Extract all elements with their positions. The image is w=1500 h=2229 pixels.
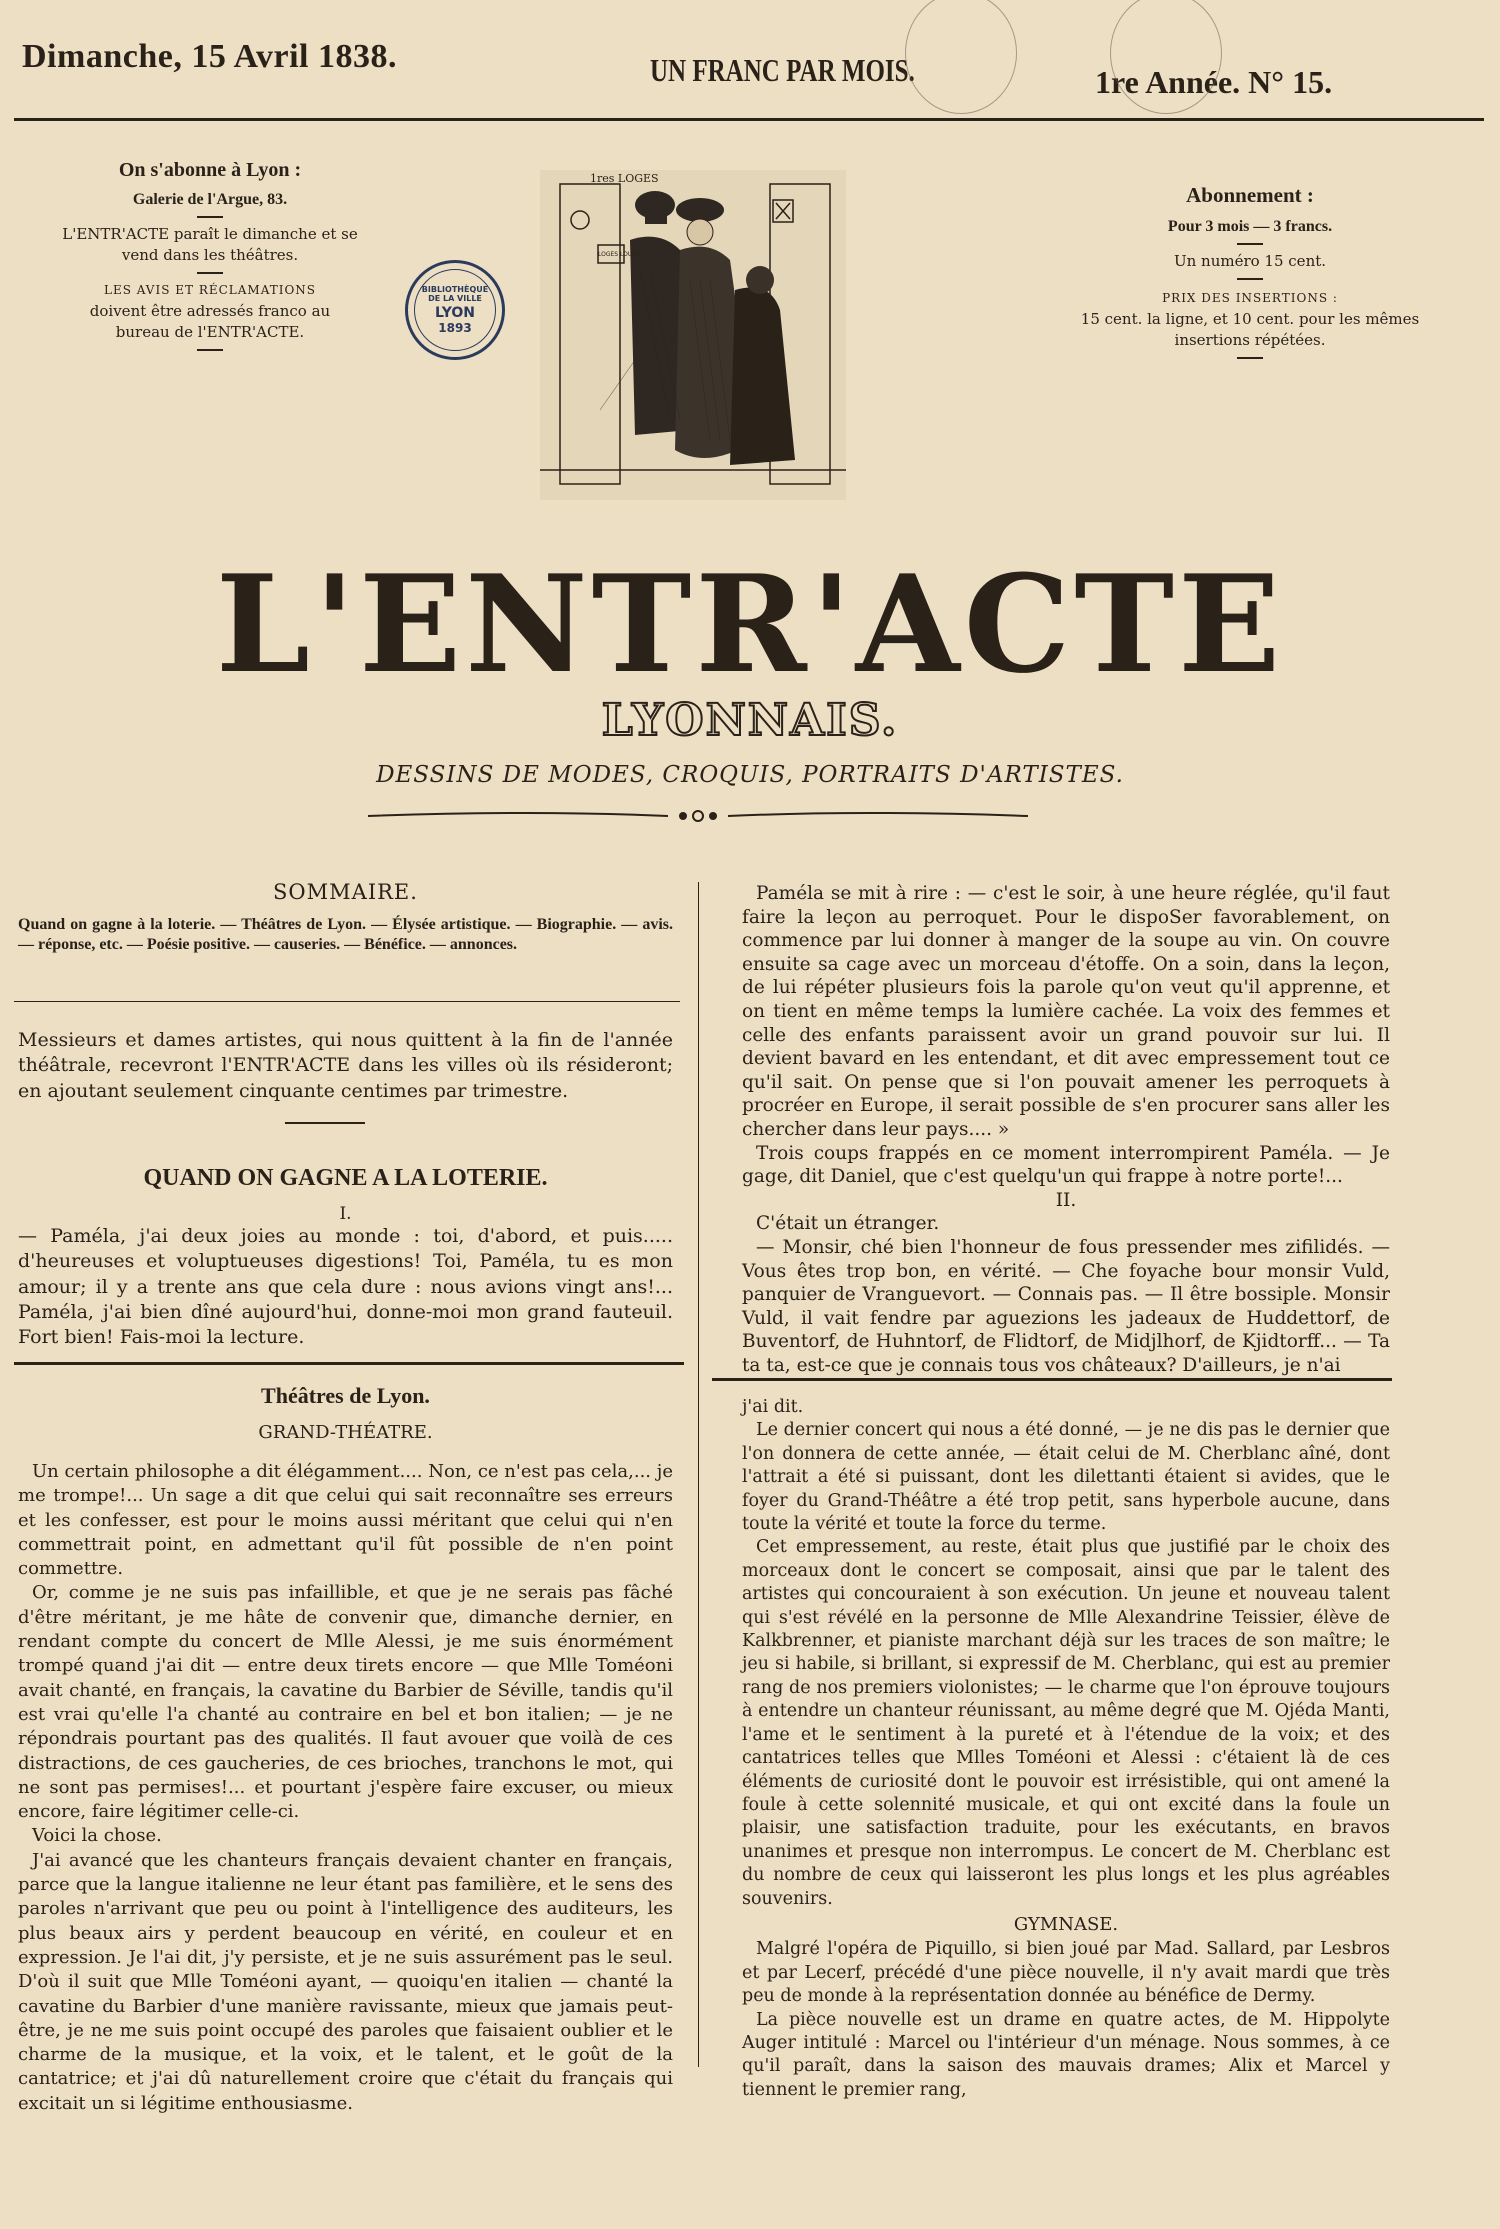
left-info-block	[40, 160, 380, 357]
loterie-section: I.	[339, 1204, 352, 1224]
issue-number: 1re Année. N° 15.	[1095, 64, 1333, 100]
insertion-title: PRIX DES INSERTIONS :	[1162, 291, 1338, 305]
ornament-divider	[368, 806, 1028, 826]
masthead-tagline: DESSINS DE MODES, CROQUIS, PORTRAITS D'ARTISTES.	[376, 762, 1124, 788]
sommaire-title: SOMMAIRE.	[273, 880, 418, 904]
theatre-box-illustration	[540, 170, 846, 500]
subscription-rate: Pour 3 mois — 3 francs.	[1167, 218, 1333, 235]
loterie-continued: Paméla se mit à rire : — c'est le soir, à une heure réglée, qu'il faut faire la leçon au perroquet. Pour le dispoSer favorablement, on commence par lui donner à manger de la soupe au vin. On couvre ensuite sa cage avec un morceau d'étoffe. On a soin, dans la leçon, de lui répéter plusieurs fois la parole qu'on veut qu'il apprenne, et on tient en même temps la lumière cachée. La voix des femmes et celle des enfants paraissent avoir un grand pouvoir sur lui. Il devient bavard en les entendant, et dit avec empressement tout ce qu'il sait. On pense que si l'on pouvait amener les perroquets à procréer en Europe, il serait possible de s'en procurer sans aller les chercher dans leur pays.... » Trois coups frappés en ce moment interrompirent Paméla. — Je gage, dit Daniel, que c'est quelqu'un qui frappe à notre porte!... II. C'était un étranger. — Monsir, ché bien l'honneur de fous pressender mes zifilidés. — Vous êtes trop bon, en vérité. — Che foyache bour monsir Vuld, panquier de Vranguevort. — Connais pas. — Il être bossiple. Monsir Vuld, il vait fendre par aguezions les jadeaux de Huddettorf, de Buventorf, de Huhntorf, de Flidtorf, de Midjlhorf, de Kjidtorff... — Ta ta ta, est-ce que je connais tous vos châteaux? D'ailleurs, je n'ai	[742, 883, 1390, 1376]
claims-text: doivent être adressés franco au bureau de l'ENTR'ACTE.	[89, 302, 331, 341]
masthead-title: L'ENTR'ACTE	[215, 545, 1285, 703]
theatres-title: Théâtres de Lyon.	[261, 1383, 430, 1408]
grand-theatre-title: GRAND-THÉATRE.	[258, 1422, 433, 1443]
loterie-title: QUAND ON GAGNE A LA LOTERIE.	[143, 1165, 548, 1191]
header-rule	[14, 118, 1484, 121]
subscribe-line: On s'abonne à Lyon :	[118, 159, 302, 181]
right-info-block	[1060, 185, 1440, 365]
library-stamp: BIBLIOTHÈQUE DE LA VILLE LYON 1893	[405, 260, 505, 360]
loterie-text: — Paméla, j'ai deux joies au monde : toi, d'abord, et puis..... d'heureuses et voluptueuses digestions! Toi, Paméla, tu es mon amour; il y a trente ans que cela dure : nous avions vingt ans!... Paméla, j'ai bien dîné aujourd'hui, donne-moi mon grand fauteuil. Fort bien! Fais-moi la lecture.	[18, 1225, 673, 1349]
svg-text:1res LOGES: 1res LOGES	[590, 172, 659, 185]
gymnase-title: GYMNASE.	[1013, 1913, 1119, 1935]
address-line: Galerie de l'Argue, 83.	[132, 191, 288, 208]
claims-title: LES AVIS ET RÉCLAMATIONS	[103, 283, 317, 297]
theatres-article: Un certain philosophe a dit élégamment.... Non, ce n'est pas cela,... je me trompe!... Un sage a dit que celui qui sait reconnaître ses erreurs et les confesser, est pour le moins aussi méritant que celui qui n'en commettrait point, en admettant qu'il fût possible de n'en point commettre. Or, comme je ne suis pas infaillible, et que je ne serais pas fâché d'être méritant, je me hâte de convenir que, dimanche dernier, en rendant compte du concert de Mlle Alessi, je me suis énormément trompé quand j'ai dit — entre deux tirets encore — que Mlle Toméoni avait chanté, en français, la cavatine du Barbier de Séville, tandis qu'il est vrai qu'elle l'a chanté au contraire en bel et bon italien; — je ne répondrais pourtant pas des qualités. Il faut avouer que voilà de ces distractions, de ces gaucheries, de ces brioches, tranchons le mot, qui ne sont pas permises!... et pourtant j'espère faire excuser, ou mieux encore, faire légitimer celle-ci. Voici la chose. J'ai avancé que les chanteurs français devaient chanter en français, parce que la langue italienne ne leur étant pas familière, et le sens des paroles n'arrivant que peu ou point à l'intelligence des auditeurs, les plus beaux airs y perdent beaucoup en vérité, en couleur et en expression. Je l'ai dit, j'y persiste, et je ne suis assurément pas le seul. D'où il suit que Mlle Toméoni ayant, — quoiqu'en italien — chanté la cavatine du Barbier d'une manière ravissante, mieux que jamais peut-être, je ne me suis point occupé des paroles que faisaient oublier et le charme de la musique, et la voix, et le talent, et le goût de la cantatrice; et j'ai dû naturellement croire que c'était du français qui excitait un si légitime enthousiasme.	[18, 1461, 673, 2114]
postmark-stamp	[905, 0, 1017, 114]
artists-notice: Messieurs et dames artistes, qui nous quittent à la fin de l'année théâtrale, recevront l'ENTR'ACTE dans les villes où ils résideront; en ajoutant seulement cinquante centimes par trimestre.	[18, 1029, 673, 1102]
insertion-text: 15 cent. la ligne, et 10 cent. pour les mêmes insertions répétées.	[1080, 310, 1420, 349]
svg-text:LOGES LOUÉE: LOGES LOUÉE	[598, 251, 640, 258]
concert-article: j'ai dit. Le dernier concert qui nous a été donné, — je ne dis pas le dernier que l'on donnera de cette année, — était celui de M. Cherblanc aîné, dont l'attrait a été si puissant, dont les dilettanti étaient si avides, que le foyer du Grand-Théâtre a été trop petit, sans hyperbole aucune, dans toute la vérité et toute la force du terme. Cet empressement, au reste, était plus que justifié par le choix des morceaux dont le concert se composait, ainsi que par le talent des artistes qui concouraient à son exécution. Un jeune et nouveau talent qui s'est révélé en la personne de Mlle Alexandrine Teissier, élève de Kalkbrenner, et pianiste marchant déjà sur les traces de son maître; le jeu si habile, si brillant, si expressif de M. Cherblanc, qui est au premier rang de nos premiers violonistes; — le charme que l'on éprouve toujours à entendre un chanteur réunissant, au même degré que M. Ojéda Manti, l'ame et le sentiment à la pureté et à l'étendue de la voix; et des cantatrices telles que Mlles Toméoni et Alessi : c'étaient là de ces éléments de curiosité dont le pouvoir est irrésistible, qui ont amené la foule à cette solennité musicale, et qui ont excité dans la foule un plaisir, une satisfaction traduite, pour les exécutants, en bravos unanimes et presque non interrompus. Le concert de M. Cherblanc est du nombre de ceux qui laisseront les plus longs et les plus agréables souvenirs. GYMNASE. Malgré l'opéra de Piquillo, si bien joué par Mad. Sallard, par Lesbros et par Lecerf, précédé d'une pièce nouvelle, il n'y avait mardi que très peu de monde à la représentation donnée au bénéfice de Dermy. La pièce nouvelle est un drame en quatre actes, de M. Hippolyte Auger intitulé : Marcel ou l'intérieur d'un ménage. Nous sommes, à ce qu'il paraît, dans la saison des mauvais drames; Alix et Marcel y tiennent le premier rang,	[742, 1397, 1390, 2100]
single-issue-price: Un numéro 15 cent.	[1173, 252, 1327, 270]
subscription-title: Abonnement :	[1186, 183, 1314, 207]
sommaire-text: Quand on gagne à la loterie. — Théâtres de Lyon. — Élysée artistique. — Biographie. — avis. — réponse, etc. — Poésie positive. — causeries. — Bénéfice. — annonces.	[18, 916, 673, 953]
masthead-subtitle: LYONNAIS.	[601, 695, 899, 746]
dateline: Dimanche, 15 Avril 1838.	[22, 38, 397, 75]
publication-notice: L'ENTR'ACTE paraît le dimanche et se vend dans les théâtres.	[62, 225, 358, 264]
subscription-price: UN FRANC PAR MOIS.	[650, 54, 915, 89]
